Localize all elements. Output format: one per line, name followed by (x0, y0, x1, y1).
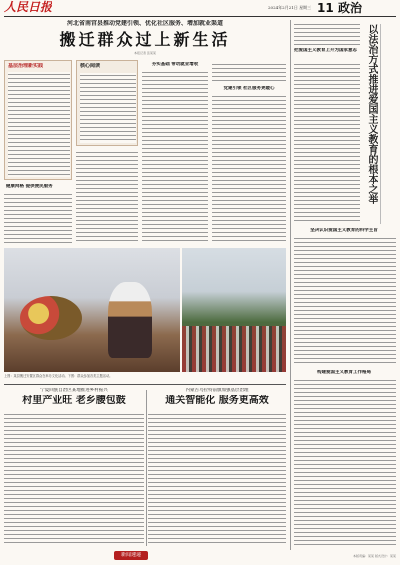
bottom-story-1-text (4, 412, 144, 546)
main-byline: 本报记者 张某某 (134, 51, 156, 55)
center-sub-2: 党建引领 社区服务更暖心 (223, 86, 275, 91)
center-sub-1: 夯实基础 带动就业增收 (151, 62, 199, 67)
issue-date: 2024年2月21日 星期三 (268, 5, 312, 10)
photo-bottom-rule (4, 384, 286, 385)
center-col-c-text-top (212, 62, 286, 84)
center-col-a-text (76, 150, 138, 244)
center-col-b-text (142, 70, 208, 244)
news-badge-label: 新闻速递 (120, 552, 141, 558)
left-sub-heading: 健康网格 提供便民服务 (6, 184, 53, 189)
photo-crowd (182, 326, 286, 372)
center-col-c-text (212, 94, 286, 244)
right-sub-2: 坚决认识爱国主义教育的科学主旨 (310, 228, 378, 233)
main-headline: 搬迁群众过上新生活 (59, 31, 231, 49)
core-reading-heading: 核心阅读 (80, 63, 101, 69)
right-sub-1: 把爱国主义教育上升为国家意志 (294, 48, 357, 53)
core-reading-box (76, 60, 138, 146)
bottom-story-1 (4, 388, 144, 548)
main-kicker: 河北省南宫县推动党建引领、优化社区服务、增加就业渠道 (66, 20, 223, 27)
photo-person (108, 282, 152, 358)
section-name: 政治 (338, 1, 363, 15)
right-headline: 以法治方式推进爱国主义教育的根本之举 (366, 24, 377, 204)
left-box (4, 60, 72, 180)
right-sub-3: 构建爱国主义教育工作格局 (317, 370, 371, 375)
masthead-rule (4, 16, 396, 17)
bottom-story-2 (148, 388, 286, 548)
photo-right (182, 248, 286, 372)
photo-caption: 上图：某县搬迁安置区群众在举办文化活动。下图：群众参加各类主题活动。 (4, 374, 113, 378)
bottom-divider (146, 390, 147, 546)
right-col-a-text-2 (294, 62, 360, 222)
right-col-c-text (294, 378, 396, 548)
bottom-story-2-headline: 通关智能化 服务更高效 (165, 395, 269, 406)
right-column-divider (290, 20, 291, 550)
news-badge (114, 551, 148, 560)
masthead (0, 0, 400, 16)
photo-flowers (20, 296, 82, 340)
bottom-story-1-kicker: 宁夏回族自治区某地推进乡村振兴 (40, 388, 108, 393)
core-reading-text (80, 73, 136, 143)
newspaper-logo: 人民日报 (4, 0, 53, 14)
bottom-story-1-headline: 村里产业旺 老乡腰包鼓 (22, 395, 126, 406)
bottom-story-2-text (148, 412, 286, 546)
right-headline-bar (380, 24, 381, 224)
left-box-heading: 基层治理新实践 (8, 63, 44, 69)
footer-credits: 本版责编：某某 版式设计：某某 (353, 554, 396, 558)
right-col-a-text (294, 22, 360, 46)
bottom-story-2-kicker: 内蒙古乌拉特前旗加强基层治理 (185, 388, 249, 393)
left-box-text (8, 72, 70, 177)
left-column-text (4, 192, 72, 244)
page-number: 11 (317, 1, 334, 15)
right-col-b-text (294, 236, 396, 366)
photo-left (4, 248, 180, 372)
